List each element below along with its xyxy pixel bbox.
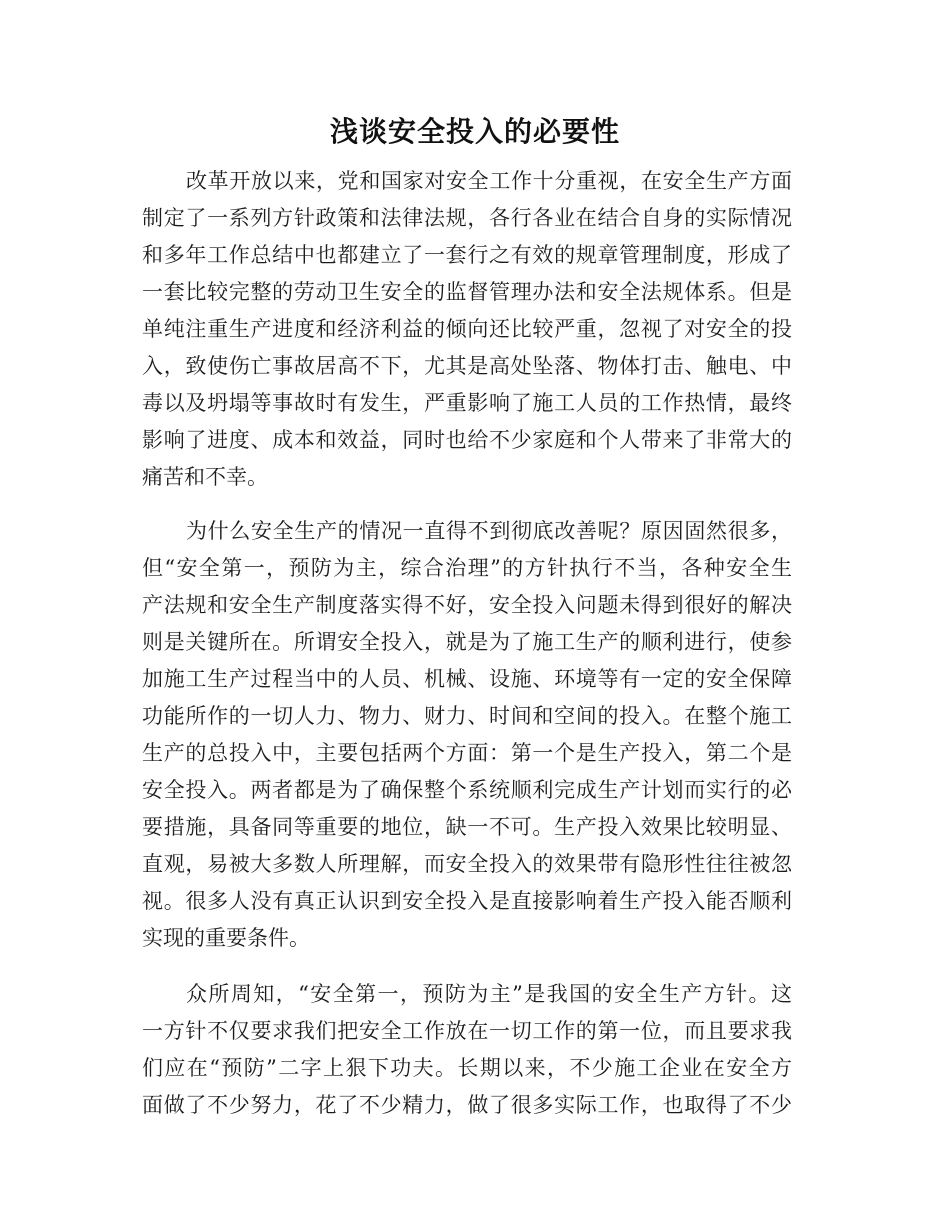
paragraph-1-line-7: 毒以及坍塌等事故时有发生，严重影响了施工人员的工作热情，最终 (142, 391, 792, 415)
paragraph-2-line-3: 产法规和安全生产制度落实得不好，安全投入问题未得到很好的解决 (142, 593, 792, 617)
paragraph-1-line-2: 制定了一系列方针政策和法律法规，各行各业在结合自身的实际情况 (142, 206, 792, 230)
paragraph-3-line-2: 一方针不仅要求我们把安全工作放在一切工作的第一位，而且要求我 (142, 1019, 792, 1043)
paragraph-2-line-6: 功能所作的一切人力、物力、财力、时间和空间的投入。在整个施工 (142, 704, 792, 728)
page-title: 浅谈安全投入的必要性 (329, 115, 620, 148)
paragraph-2-line-8: 安全投入。两者都是为了确保整个系统顺利完成生产计划而实行的必 (142, 778, 792, 802)
paragraph-2-line-1: 为什么安全生产的情况一直得不到彻底改善呢？原因固然很多， (186, 519, 792, 543)
paragraph-2-line-5: 加施工生产过程当中的人员、机械、设施、环境等有一定的安全保障 (142, 667, 792, 691)
paragraph-2-line-7: 生产的总投入中，主要包括两个方面：第一个是生产投入，第二个是 (142, 741, 792, 765)
paragraph-2-line-9: 要措施，具备同等重要的地位，缺一不可。生产投入效果比较明显、 (142, 815, 792, 839)
paragraph-3-line-4: 面做了不少努力，花了不少精力，做了很多实际工作，也取得了不少 (142, 1093, 792, 1117)
paragraph-2-line-11: 视。很多人没有真正认识到安全投入是直接影响着生产投入能否顺利 (142, 889, 792, 913)
paragraph-3-line-3: 们应在“预防”二字上狠下功夫。长期以来，不少施工企业在安全方 (142, 1056, 792, 1080)
paragraph-1-line-4: 一套比较完整的劳动卫生安全的监督管理办法和安全法规体系。但是 (142, 280, 792, 304)
paragraph-2-line-4: 则是关键所在。所谓安全投入，就是为了施工生产的顺利进行，使参 (142, 630, 792, 654)
paragraph-2-line-12: 实现的重要条件。 (142, 926, 310, 950)
paragraph-1-line-8: 影响了进度、成本和效益，同时也给不少家庭和个人带来了非常大的 (142, 428, 792, 452)
paragraph-2-line-2: 但“安全第一，预防为主，综合治理”的方针执行不当，各种安全生 (142, 556, 792, 580)
paragraph-1-line-1: 改革开放以来，党和国家对安全工作十分重视，在安全生产方面 (186, 169, 792, 193)
paragraph-1-line-6: 入，致使伤亡事故居高不下，尤其是高处坠落、物体打击、触电、中 (142, 354, 792, 378)
paragraph-1-line-3: 和多年工作总结中也都建立了一套行之有效的规章管理制度，形成了 (142, 243, 792, 267)
paragraph-1-line-9: 痛苦和不幸。 (142, 465, 268, 489)
paragraph-1-line-5: 单纯注重生产进度和经济利益的倾向还比较严重，忽视了对安全的投 (142, 317, 792, 341)
paragraph-2-line-10: 直观，易被大多数人所理解，而安全投入的效果带有隐形性往往被忽 (142, 852, 792, 876)
paragraph-3-line-1: 众所周知，“安全第一，预防为主”是我国的安全生产方针。这 (186, 982, 792, 1006)
